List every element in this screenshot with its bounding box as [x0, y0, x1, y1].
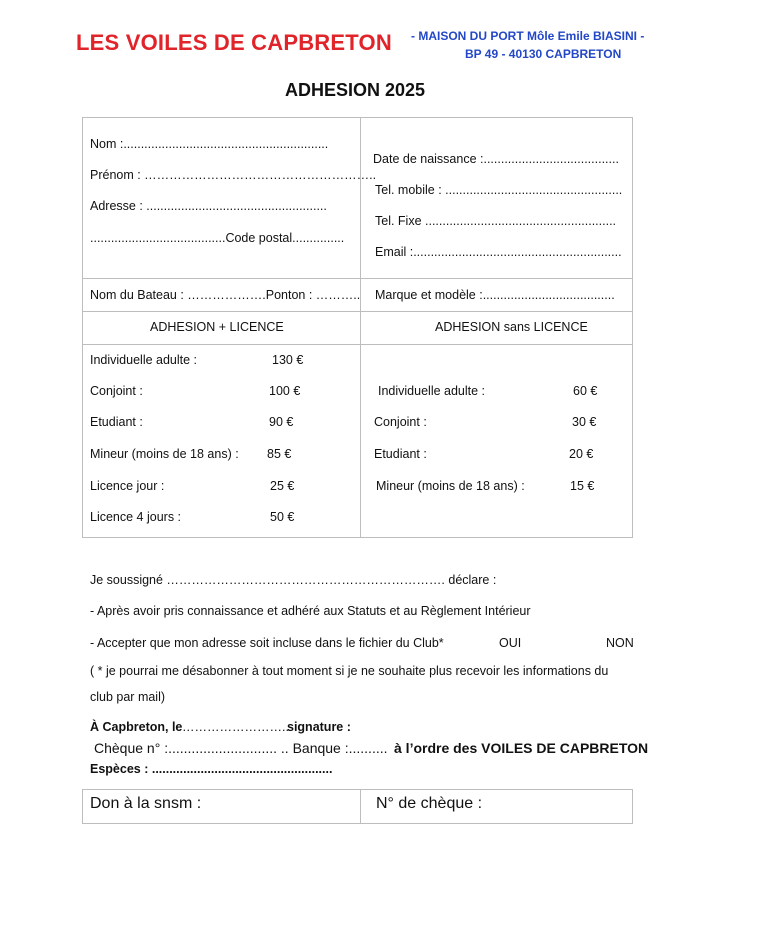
especes-field[interactable]: Espèces : ....................................................	[90, 762, 333, 776]
don-snsm-field[interactable]: Don à la snsm :	[90, 795, 202, 812]
table-rule	[82, 344, 632, 345]
tariff-label: Licence jour :	[90, 479, 165, 493]
tariff-label: Mineur (moins de 18 ans) :	[376, 479, 525, 493]
non-option[interactable]: NON	[606, 636, 634, 650]
tariff-price: 50 €	[270, 510, 295, 524]
cheque-number-field[interactable]: N° de chèque :	[376, 795, 483, 812]
header-without-licence: ADHESION sans LICENCE	[435, 320, 588, 334]
soussigne-field[interactable]: Je soussigné …………………………………………………………. déclare :	[90, 573, 497, 587]
statuts-text: - Après avoir pris connaissance et adhéré aux Statuts et au Règlement Intérieur	[90, 604, 531, 618]
note-text: ( * je pourrai me désabonner à tout moment si je ne souhaite plus recevoir les informations du	[90, 664, 609, 678]
donation-divider	[360, 789, 361, 823]
tariff-price: 60 €	[573, 384, 598, 398]
email-field[interactable]: Email :............................................................	[375, 245, 622, 259]
adresse-field[interactable]: Adresse : ....................................................	[90, 199, 327, 213]
note-text-continued: club par mail)	[90, 690, 166, 704]
tariff-price: 100 €	[269, 384, 301, 398]
lieu-date-field[interactable]: ……………………..	[182, 720, 289, 734]
tariff-label: Individuelle adulte :	[378, 384, 486, 398]
bateau-field[interactable]: Nom du Bateau : ……………….Ponton : ………..	[90, 288, 361, 302]
tariff-price: 30 €	[572, 415, 597, 429]
cheque-field[interactable]: Chèque n° :............................ .. Banque :..........	[94, 740, 388, 756]
table-rule	[82, 311, 632, 312]
oui-option[interactable]: OUI	[499, 636, 522, 650]
tariff-price: 15 €	[570, 479, 595, 493]
tariff-label: Licence 4 jours :	[90, 510, 182, 524]
tariff-label: Etudiant :	[90, 415, 143, 429]
date-naissance-field[interactable]: Date de naissance :.......................................	[373, 152, 619, 166]
lieu-label: À Capbreton, le	[90, 720, 183, 734]
code-postal-field[interactable]: .......................................Code postal...............	[90, 231, 345, 245]
header-with-licence: ADHESION + LICENCE	[150, 320, 284, 334]
tariff-price: 25 €	[270, 479, 295, 493]
address-line-2: BP 49 - 40130 CAPBRETON	[465, 47, 622, 61]
tel-fixe-field[interactable]: Tel. Fixe .......................................................	[375, 214, 617, 228]
prenom-field[interactable]: Prénom : ………………………………………………..	[90, 168, 377, 182]
tariff-price: 90 €	[269, 415, 294, 429]
tariff-label: Conjoint :	[374, 415, 427, 429]
tariff-price: 85 €	[267, 447, 292, 461]
tariff-label: Mineur (moins de 18 ans) :	[90, 447, 239, 461]
tariff-label: Etudiant :	[374, 447, 427, 461]
signature-label: signature :	[287, 720, 351, 734]
form-title: ADHESION 2025	[285, 80, 426, 100]
nom-field[interactable]: Nom :...........................................................	[90, 137, 329, 151]
cheque-order-text: à l’ordre des VOILES DE CAPBRETON	[394, 740, 649, 756]
tariff-price: 130 €	[272, 353, 304, 367]
club-name: LES VOILES DE CAPBRETON	[76, 30, 392, 55]
tariff-label: Individuelle adulte :	[90, 353, 198, 367]
tariff-price: 20 €	[569, 447, 594, 461]
fichier-text: - Accepter que mon adresse soit incluse dans le fichier du Club*	[90, 636, 444, 650]
marque-field[interactable]: Marque et modèle :......................................	[375, 288, 615, 302]
tel-mobile-field[interactable]: Tel. mobile : ...................................................	[375, 183, 623, 197]
address-line-1: - MAISON DU PORT Môle Emile BIASINI -	[411, 29, 645, 43]
tariff-label: Conjoint :	[90, 384, 143, 398]
table-rule	[82, 278, 632, 279]
